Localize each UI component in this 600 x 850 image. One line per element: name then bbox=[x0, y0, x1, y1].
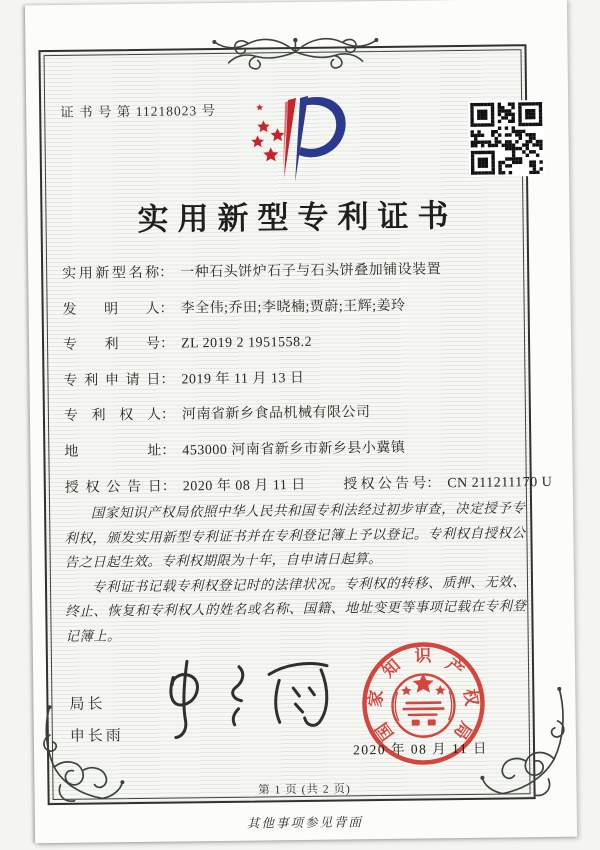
svg-text:国: 国 bbox=[372, 718, 398, 744]
field-label: 实用新型名称 bbox=[62, 265, 160, 282]
field-colon: ： bbox=[159, 265, 174, 281]
certificate-title: 实用新型专利证书 bbox=[137, 198, 458, 237]
field-value: 李全伟;乔田;李晓楠;贾蔚;王辉;姜玲 bbox=[180, 298, 406, 317]
field-row-inventors bbox=[63, 294, 527, 322]
svg-text:权: 权 bbox=[460, 687, 482, 708]
field-label: 发明人 bbox=[62, 301, 160, 318]
seal-date: 2020 年 08 月 11 日 bbox=[352, 740, 488, 758]
field-list bbox=[62, 258, 553, 513]
svg-text:产: 产 bbox=[442, 654, 468, 681]
page-indicator: 第 1 页 (共 2 页) bbox=[258, 783, 351, 797]
field-row-filing-date bbox=[63, 365, 527, 393]
field-colon: ： bbox=[159, 336, 175, 352]
field-row-patent-number bbox=[63, 329, 527, 357]
legal-text bbox=[64, 496, 527, 649]
field-colon: ： bbox=[426, 475, 441, 492]
field-colon: ： bbox=[160, 407, 176, 424]
field-value: 453000 河南省新乡市新乡县小冀镇 bbox=[182, 440, 406, 459]
grant-number-pair bbox=[343, 474, 552, 492]
field-label: 地址 bbox=[64, 443, 162, 460]
field-colon: ： bbox=[161, 443, 176, 459]
svg-text:家: 家 bbox=[365, 689, 387, 709]
field-label: 专利权人 bbox=[63, 408, 162, 425]
director-name: 申长雨 bbox=[69, 728, 124, 745]
svg-text:局: 局 bbox=[450, 717, 476, 743]
certificate-number: 证 书 号 第 11218023 号 bbox=[60, 103, 217, 120]
director-signature bbox=[151, 647, 352, 749]
field-row-patentee bbox=[64, 401, 528, 429]
director-role: 局长 bbox=[69, 696, 106, 713]
official-block bbox=[69, 692, 124, 757]
body-paragraph-2: 专利证书记载专利权登记时的法律状况。专利权的转移、质押、无效、终止、恢复和专利权人的姓名或名称、国籍、地址变更等事项记载在专利登记簿上。 bbox=[65, 573, 527, 644]
field-value: 河南省新乡食品机械有限公司 bbox=[181, 405, 371, 423]
back-note: 其他事项参见背面 bbox=[246, 815, 364, 831]
svg-text:识: 识 bbox=[414, 646, 432, 666]
field-label: 专利号 bbox=[62, 336, 161, 354]
field-colon: ： bbox=[160, 372, 175, 388]
field-label: 授权公告号 bbox=[343, 476, 427, 493]
field-label: 授权公告日 bbox=[64, 479, 162, 496]
field-value: CN 211211170 U bbox=[447, 474, 553, 491]
field-value: ZL 2019 2 1951558.2 bbox=[180, 335, 313, 352]
field-value: 2019 年 11 月 13 日 bbox=[181, 370, 305, 388]
svg-text:知: 知 bbox=[378, 655, 405, 682]
cnipa-logo-icon bbox=[233, 91, 364, 189]
field-value: 一种石头饼炉石子与石头饼叠加铺设装置 bbox=[180, 262, 442, 281]
field-row-name bbox=[62, 258, 526, 286]
field-colon: ： bbox=[161, 479, 176, 495]
field-row-grant bbox=[64, 472, 553, 500]
body-paragraph-1: 国家知识产权局依照中华人民共和国专利法经过初步审查，决定授予专利权，颁发实用新型专利证书并在专利登记簿上予以登记。专利权自授权公告之日起生效。专利权期限为十年，自申请日起算。 bbox=[64, 500, 526, 570]
field-colon: ： bbox=[159, 301, 174, 317]
field-value: 2020 年 08 月 11 日 bbox=[182, 477, 306, 494]
qr-code bbox=[468, 100, 545, 177]
grant-date-pair bbox=[65, 477, 306, 495]
field-label: 专利申请日 bbox=[63, 372, 161, 389]
field-row-address bbox=[64, 436, 528, 464]
